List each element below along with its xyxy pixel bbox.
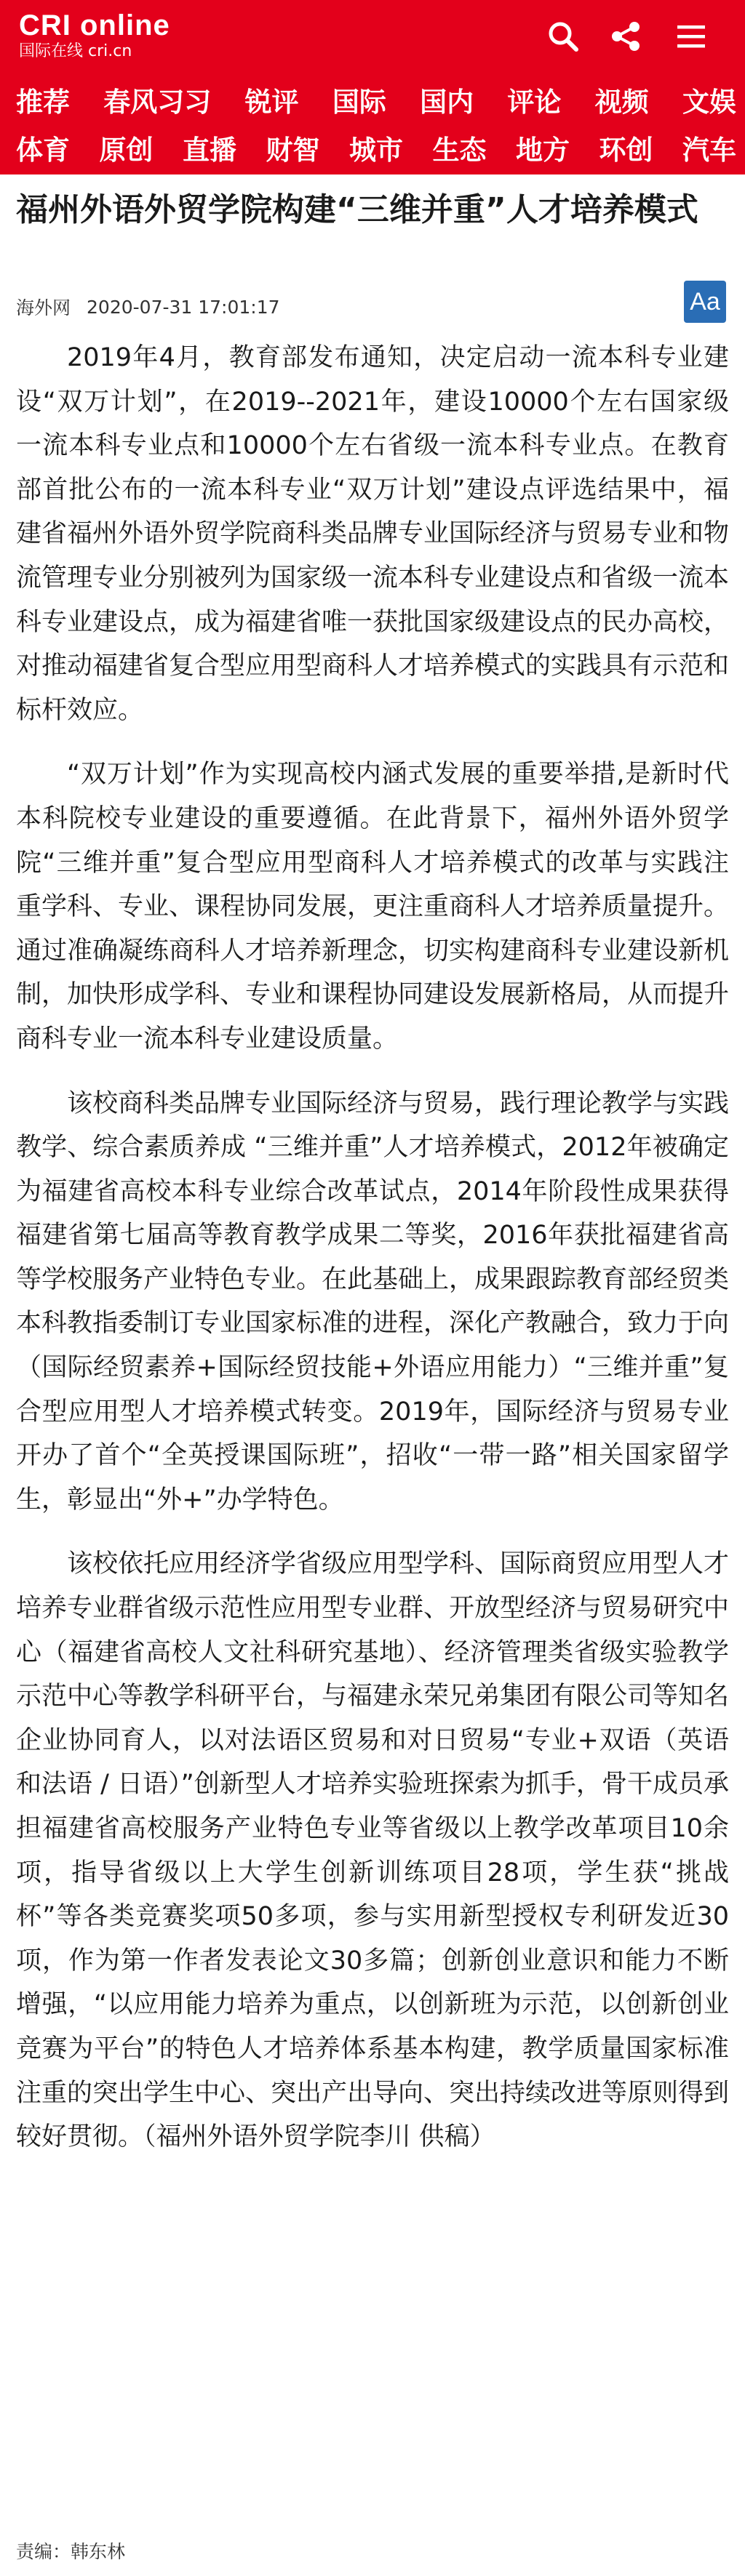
nav-item[interactable]: 环创 xyxy=(599,135,653,166)
nav-row-1 xyxy=(16,77,736,122)
search-icon xyxy=(546,20,580,53)
article-meta xyxy=(16,291,280,323)
menu-button[interactable] xyxy=(671,16,712,57)
nav-item[interactable]: 生态 xyxy=(432,135,487,166)
nav-item[interactable]: 汽车 xyxy=(682,135,736,166)
nav-item[interactable]: 国际 xyxy=(332,87,386,118)
article-paragraph: “双万计划”作为实现高校内涵式发展的重要举措,是新时代本科院校专业建设的重要遵循。在此背景下，福州外语外贸学院“三维并重”复合型应用型商科人才培养模式的改革与实践注重学科、专业、课程协同发展，更注重商科人才培养质量提升。通过准确凝练商科人才培养新理念，切实构建商科专业建设新机制，加快形成学科、专业和课程协同建设发展新格局，从而提升商科专业一流本科专业建设质量。 xyxy=(16,760,730,1054)
article-paragraph: 2019年4月，教育部发布通知，决定启动一流本科专业建设“双万计划”，在2019--2021年，建设10000个左右国家级一流本科专业点和10000个左右省级一流本科专业点。在教育部首批公布的一流本科专业“双万计划”建设点评选结果中，福建省福州外语外贸学院商科类品牌专业国际经济与贸易专业和物流管理专业分别被列为国家级一流本科专业建设点和省级一流本科专业建设点，成为福建省唯一获批国家级建设点的民办高校，对推动福建省复合型应用型商科人才培养模式的实践具有示范和标杆效应。 xyxy=(16,343,730,725)
article-paragraph: 该校依托应用经济学省级应用型学科、国际商贸应用型人才培养专业群省级示范性应用型专业群、开放型经济与贸易研究中心（福建省高校人文社科研究基地）、经济管理类省级实验教学示范中心等教学科研平台，与福建永荣兄弟集团有限公司等知名企业协同育人，以对法语区贸易和对日贸易“专业+双语（英语和法语 / 日语）”创新型人才培养实验班探索为抓手，骨干成员承担福建省高校服务产业特色专业等省级以上教学改革项目10余项，指导省级以上大学生创新训练项目28项，学生获“挑战杯”等各类竞赛奖项50多项，参与实用新型授权专利研发近30项，作为第一作者发表论文30多篇；创新创业意识和能力不断增强，“以应用能力培养为重点，以创新班为示范，以创新创业竞赛为平台”的特色人才培养体系基本构建，教学质量国家标准注重的突出学生中心、突出产出导向、突出持续改进等原则得到较好贯彻。（福州外语外贸学院李川 供稿） xyxy=(16,1549,730,2152)
nav-item[interactable]: 春风习习 xyxy=(103,87,212,118)
article-date: 2020-07-31 17:01:17 xyxy=(87,296,280,318)
article-editor: 责编：韩东林 xyxy=(16,2541,126,2562)
search-button[interactable] xyxy=(543,16,583,57)
nav-item[interactable]: 国内 xyxy=(420,87,474,118)
nav-item[interactable]: 地方 xyxy=(516,135,570,166)
menu-icon xyxy=(674,20,708,53)
nav-item[interactable]: 锐评 xyxy=(244,87,299,118)
top-bar xyxy=(0,0,745,73)
share-button[interactable] xyxy=(605,16,646,57)
logo-subtitle: 国际在线 cri.cn xyxy=(19,42,132,60)
article-title: 福州外语外贸学院构建“三维并重”人才培养模式 xyxy=(16,191,698,228)
channel-nav xyxy=(0,73,745,174)
article-source: 海外网 xyxy=(16,297,71,318)
nav-item[interactable]: 文娱 xyxy=(682,87,736,118)
nav-item[interactable]: 原创 xyxy=(99,135,154,166)
logo-wordmark: CRI online xyxy=(19,9,170,41)
site-logo[interactable] xyxy=(19,9,186,67)
nav-item[interactable]: 体育 xyxy=(16,135,70,166)
article-body xyxy=(16,336,729,2180)
site-header xyxy=(0,0,745,174)
share-icon xyxy=(609,20,642,53)
nav-item[interactable]: 推荐 xyxy=(16,87,70,118)
font-size-button[interactable]: Aa xyxy=(684,281,726,323)
nav-item[interactable]: 财智 xyxy=(266,135,320,166)
nav-row-2 xyxy=(16,125,736,170)
article-paragraph: 该校商科类品牌专业国际经济与贸易，践行理论教学与实践教学、综合素质养成 “三维并重”人才培养模式，2012年被确定为福建省高校本科专业综合改革试点，2014年阶段性成果获得福建省第七届高等教育教学成果二等奖，2016年获批福建省高等学校服务产业特色专业。在此基础上，成果跟踪教育部经贸类本科教指委制订专业国家标准的进程，深化产教融合，致力于向（国际经贸素养+国际经贸技能+外语应用能力）“三维并重”复合型应用型人才培养模式转变。2019年，国际经济与贸易专业开办了首个“全英授课国际班”，招收“一带一路”相关国家留学生，彰显出“外+”办学特色。 xyxy=(16,1088,730,1514)
nav-item[interactable]: 评论 xyxy=(507,87,562,118)
nav-item[interactable]: 直播 xyxy=(183,135,236,166)
nav-item[interactable]: 视频 xyxy=(594,87,649,118)
nav-item[interactable]: 城市 xyxy=(349,135,403,166)
